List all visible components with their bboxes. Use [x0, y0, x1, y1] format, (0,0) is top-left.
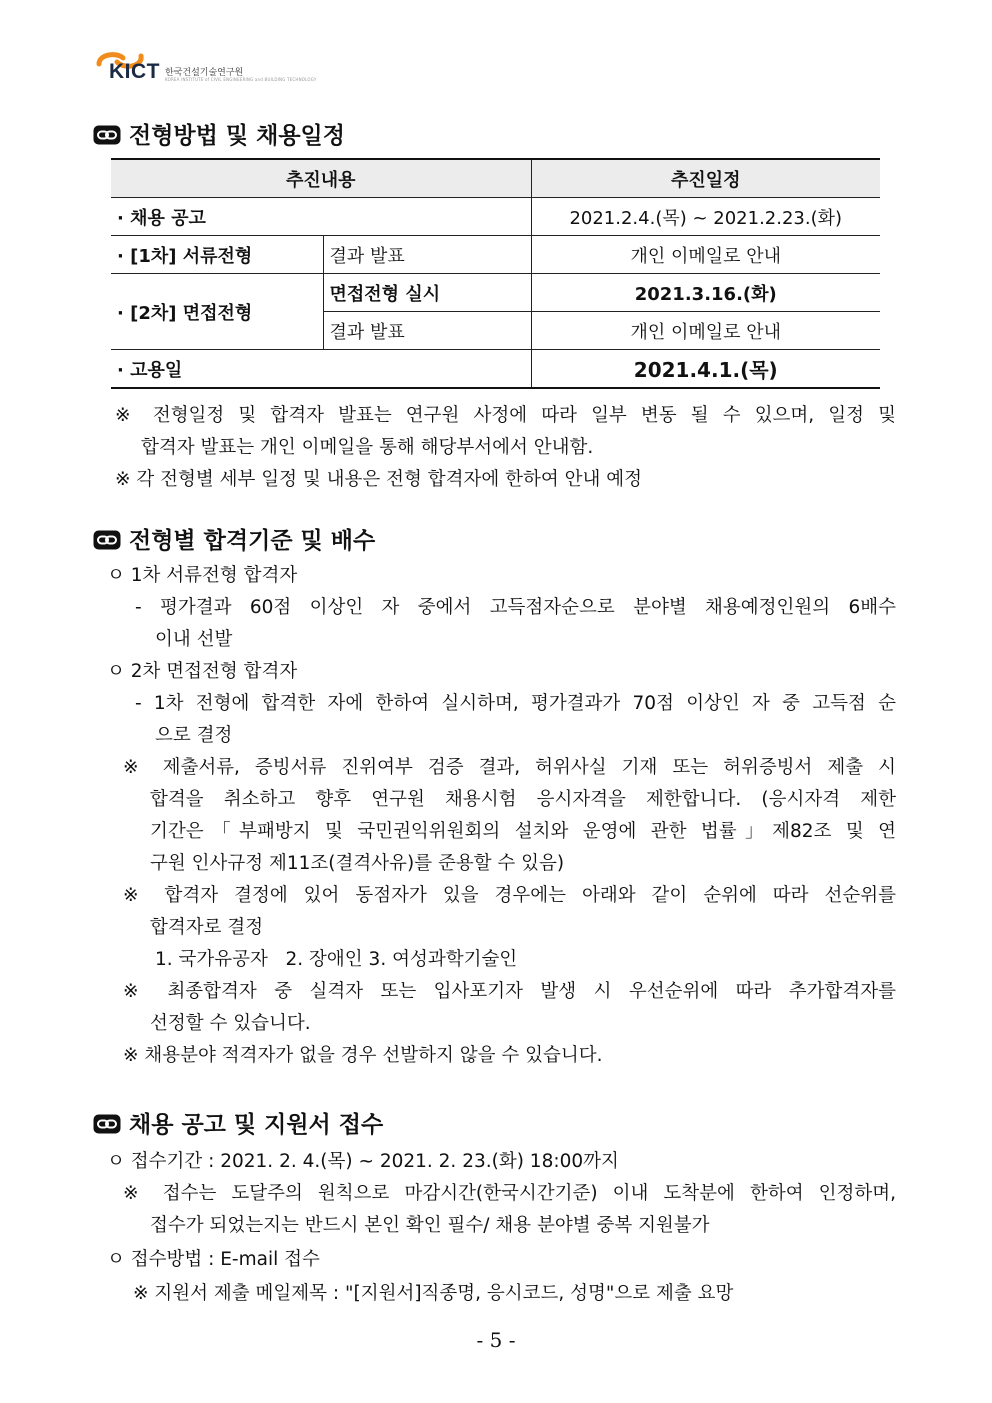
table-row	[111, 350, 880, 389]
section-title-schedule	[93, 117, 345, 150]
row-date: 2021.3.16.(화)	[531, 274, 880, 312]
note: ※ 제출서류, 증빙서류 진위여부 검증 결과, 허위사실 기재 또는 허위증빙서 제출 시	[123, 757, 896, 778]
list-item: ㅇ 1차 서류전형 합격자	[107, 565, 298, 586]
list-item: ㅇ 접수기간 : 2021. 2. 4.(목) ~ 2021. 2. 23.(화) 18:00까지	[107, 1151, 619, 1172]
table-header-row	[111, 159, 880, 198]
note: ※ 전형일정 및 합격자 발표는 연구원 사정에 따라 일부 변동 될 수 있으며, 일정 및	[115, 405, 896, 426]
list-item-desc: - 1차 전형에 합격한 자에 한하여 실시하며, 평가결과가 70점 이상인 자 중 고득점 순	[135, 693, 896, 714]
row-label: · [2차] 면접전형	[111, 274, 323, 350]
note: ※ 채용분야 적격자가 없을 경우 선발하지 않을 수 있습니다.	[123, 1045, 603, 1066]
row-label: · [1차] 서류전형	[111, 236, 323, 274]
section-title-criteria	[93, 522, 375, 555]
row-date: 개인 이메일로 안내	[531, 312, 880, 350]
kict-logo	[95, 48, 317, 88]
note: 합격을 취소하고 향후 연구원 채용시험 응시자격을 제한합니다. (응시자격 제한	[150, 789, 896, 810]
org-name-en: KOREA INSTITUTE of CIVIL ENGINEERING and BUILDING TECHNOLOGY	[165, 77, 317, 82]
priority-list: 1. 국가유공자 2. 장애인 3. 여성과학기술인	[155, 949, 518, 970]
list-item-desc: 으로 결정	[155, 725, 233, 746]
org-name: 한국건설기술연구원	[165, 68, 244, 78]
list-item-desc: - 평가결과 60점 이상인 자 중에서 고득점자순으로 분야별 채용예정인원의 6배수	[135, 597, 896, 618]
list-item: ㅇ 접수방법 : E-mail 접수	[107, 1249, 320, 1270]
note: ※ 지원서 제출 메일제목 : "[지원서]직종명, 응시코드, 성명"으로 제출 요망	[133, 1283, 734, 1304]
section-title-text: 전형별 합격기준 및 배수	[129, 528, 376, 554]
link-bullet-icon	[93, 530, 121, 550]
note: ※ 각 전형별 세부 일정 및 내용은 전형 합격자에 한하여 안내 예정	[115, 469, 642, 490]
list-item-desc: 이내 선발	[155, 629, 233, 650]
note: 합격자 발표는 개인 이메일을 통해 해당부서에서 안내함.	[141, 437, 594, 458]
page-number: - 5 -	[476, 1328, 516, 1352]
link-bullet-icon	[93, 125, 121, 145]
schedule-table	[111, 158, 880, 389]
note: 합격자로 결정	[150, 917, 264, 938]
note: ※ 합격자 결정에 있어 동점자가 있을 경우에는 아래와 같이 순위에 따라 선순위를	[123, 885, 896, 906]
list-item: ㅇ 2차 면접전형 합격자	[107, 661, 298, 682]
row-label: · 채용 공고	[111, 198, 531, 236]
row-sub: 면접전형 실시	[323, 274, 531, 312]
section-title-application	[93, 1106, 383, 1139]
table-row	[111, 198, 880, 236]
logo-text: KICT	[109, 60, 160, 83]
header-schedule: 추진일정	[531, 159, 880, 198]
section-title-text: 전형방법 및 채용일정	[129, 123, 345, 149]
row-date: 개인 이메일로 안내	[531, 236, 880, 274]
row-sub: 결과 발표	[323, 236, 531, 274]
table-row	[111, 274, 880, 312]
row-label: · 고용일	[111, 350, 531, 389]
row-sub: 결과 발표	[323, 312, 531, 350]
section-title-text: 채용 공고 및 지원서 접수	[129, 1112, 384, 1138]
note: 선정할 수 있습니다.	[150, 1013, 311, 1034]
row-date: 2021.2.4.(목) ~ 2021.2.23.(화)	[531, 198, 880, 236]
header-content: 추진내용	[111, 159, 531, 198]
note: 기간은「부패방지 및 국민권익위원회의 설치와 운영에 관한 법률」제82조 및 연	[150, 821, 896, 842]
row-date: 2021.4.1.(목)	[531, 350, 880, 389]
note: 접수가 되었는지는 반드시 본인 확인 필수/ 채용 분야별 중복 지원불가	[150, 1215, 710, 1236]
link-bullet-icon	[93, 1114, 121, 1134]
table-row	[111, 236, 880, 274]
note: ※ 접수는 도달주의 원칙으로 마감시간(한국시간기준) 이내 도착분에 한하여 인정하며,	[123, 1183, 896, 1204]
note: 구원 인사규정 제11조(결격사유)를 준용할 수 있음)	[150, 853, 565, 874]
note: ※ 최종합격자 중 실격자 또는 입사포기자 발생 시 우선순위에 따라 추가합격자를	[123, 981, 896, 1002]
